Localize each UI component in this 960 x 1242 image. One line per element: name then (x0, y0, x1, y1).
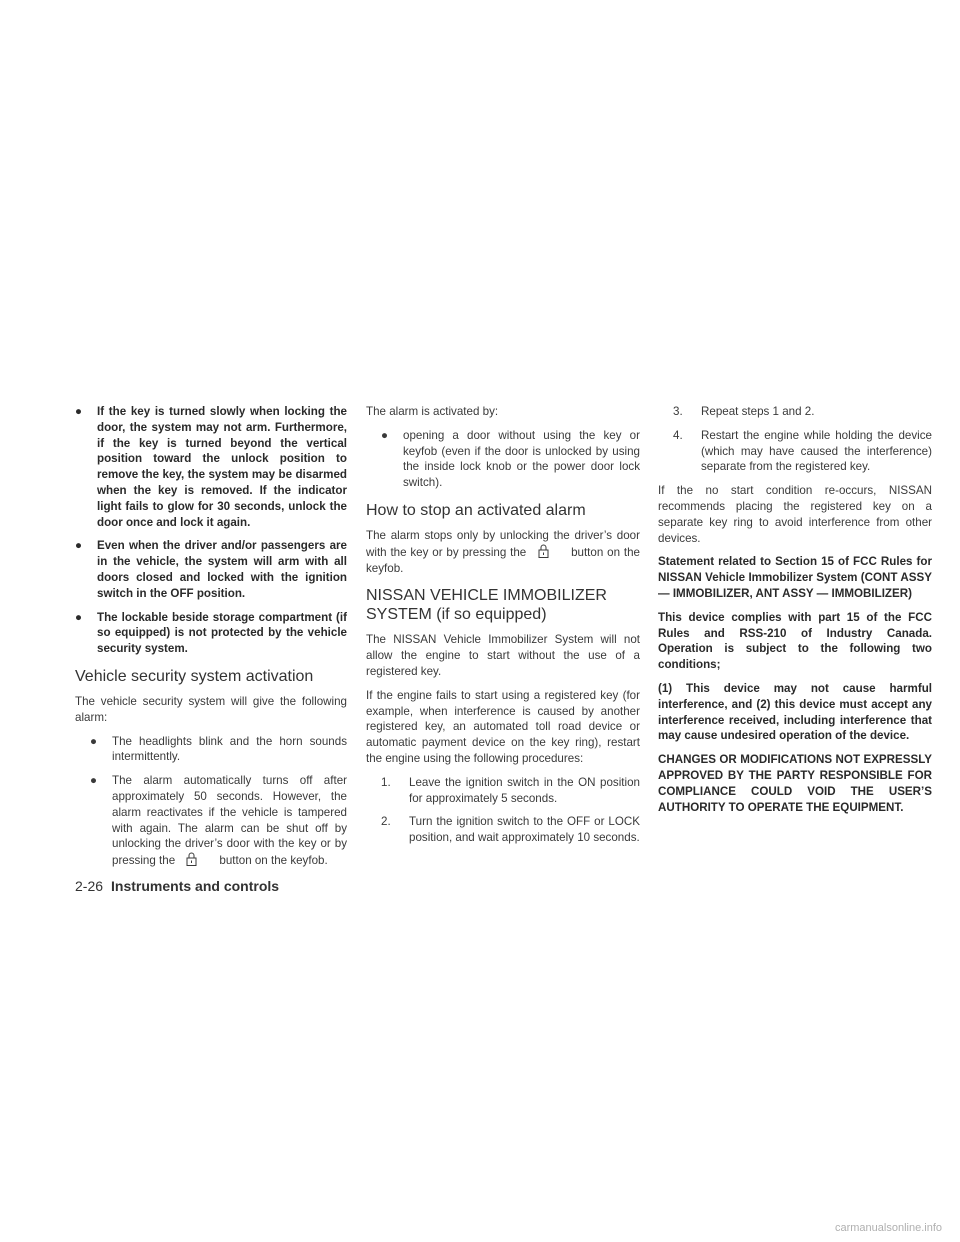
watermark: carmanualsonline.info (834, 1222, 942, 1234)
warning-text: Even when the driver and/or passengers are in the vehicle, the system will arm with all doors closed and locked with the ignition switch in the OFF position. (97, 539, 347, 600)
step-text: Repeat steps 1 and 2. (701, 405, 815, 418)
bullet-dot: ● (90, 774, 98, 788)
list-item (90, 734, 347, 766)
bullet-dot: ● (90, 734, 98, 748)
fcc-statement: (1) This device may not cause harmful interference, and (2) this device must accept any interference received, including interference that may cause undesired operation of the device. (658, 681, 932, 743)
section-heading: Vehicle security system activation (75, 667, 314, 685)
list-item-text: The alarm automatically turns off after approximately 50 seconds. However, the alarm reactivates if the vehicle is tampered with again. The alarm can be shut off by unlocking the driver’s door with the key or by pressing the (112, 774, 347, 868)
warning-bullet (75, 404, 347, 530)
paragraph: The alarm is activated by: (366, 405, 499, 418)
numbered-step (673, 428, 932, 475)
page-number: 2-26 (75, 878, 104, 894)
paragraph-text: button on the keyfob. (366, 545, 640, 575)
bullet-dot: ● (75, 610, 83, 624)
list-item (381, 428, 640, 491)
paragraph-text: The alarm stops only by unlocking the driver’s door with the key or by pressing the (366, 528, 640, 559)
step-number: 1. (381, 775, 391, 789)
fcc-title: Statement related to Section 15 of FCC Rules for NISSAN Vehicle Immobilizer System (CONT ASSY — IMMOBILIZER, ANT ASSY — IMMOBILIZER) (658, 555, 932, 600)
warning-text: If the key is turned slowly when locking the door, the system may not arm. Furthermore, if the key is turned beyond the vertical position toward the unlock position to remove the key, the system may be disarmed when the key is removed. If the indicator light fails to glow for 30 seconds, unlock the door once and lock it again. (97, 405, 347, 529)
numbered-step (381, 814, 640, 846)
numbered-step (673, 404, 932, 420)
list-item-text: opening a door without using the key or keyfob (even if the door is unlocked by using the inside lock knob or the power door lock switch). (403, 428, 640, 490)
numbered-step (381, 775, 640, 807)
step-number: 4. (673, 428, 683, 442)
paragraph: If the no start condition re-occurs, NISSAN recommends placing the registered key on a separate key ring to avoid interference from other devices. (658, 484, 932, 545)
bullet-dot: ● (381, 428, 389, 442)
step-number: 3. (673, 405, 683, 418)
section-title: Instruments and controls (111, 878, 280, 894)
step-text: Restart the engine while holding the device (which may have caused the interference) separate from the registered key. (701, 428, 932, 474)
bullet-dot: ● (75, 405, 83, 418)
warning-bullet (75, 538, 347, 601)
list-item-text: The headlights blink and the horn sounds intermittently. (112, 734, 347, 764)
column-left (75, 404, 347, 877)
list-item (90, 773, 347, 869)
page-footer (75, 878, 279, 894)
step-text: Leave the ignition switch in the ON position for approximately 5 seconds. (409, 775, 640, 805)
list-item-text: button on the keyfob. (219, 854, 328, 868)
paragraph (366, 528, 640, 576)
warning-bullet (75, 610, 347, 657)
section-heading: NISSAN VEHICLE IMMOBILIZER SYSTEM (if so equipped) (366, 587, 607, 624)
paragraph: The vehicle security system will give the following alarm: (75, 694, 347, 724)
warning-text: The lockable beside storage compartment (if so equipped) is not protected by the vehicle security system. (97, 610, 347, 656)
fcc-statement: This device complies with part 15 of the FCC Rules and RSS-210 of Industry Canada. Operation is subject to the following two conditions; (658, 610, 932, 672)
section-heading: How to stop an activated alarm (366, 501, 586, 519)
column-middle (366, 404, 640, 854)
keyfob-lock-icon (538, 544, 549, 558)
paragraph: The NISSAN Vehicle Immobilizer System will not allow the engine to start without the use of a registered key. (366, 633, 640, 678)
step-number: 2. (381, 815, 391, 829)
column-right (658, 404, 932, 823)
bullet-dot: ● (75, 539, 83, 553)
keyfob-lock-icon (186, 852, 197, 866)
paragraph: If the engine fails to start using a registered key (for example, when interference is caused by another registered key, an automated toll road device or automatic payment device on the key ring), restart the engine using the following procedures: (366, 688, 640, 765)
step-text: Turn the ignition switch to the OFF or LOCK position, and wait approximately 10 seconds. (409, 815, 640, 845)
fcc-warning: CHANGES OR MODIFICATIONS NOT EXPRESSLY APPROVED BY THE PARTY RESPONSIBLE FOR COMPLIANCE COULD VOID THE USER’S AUTHORITY TO OPERATE THE EQUIPMENT. (658, 753, 932, 814)
